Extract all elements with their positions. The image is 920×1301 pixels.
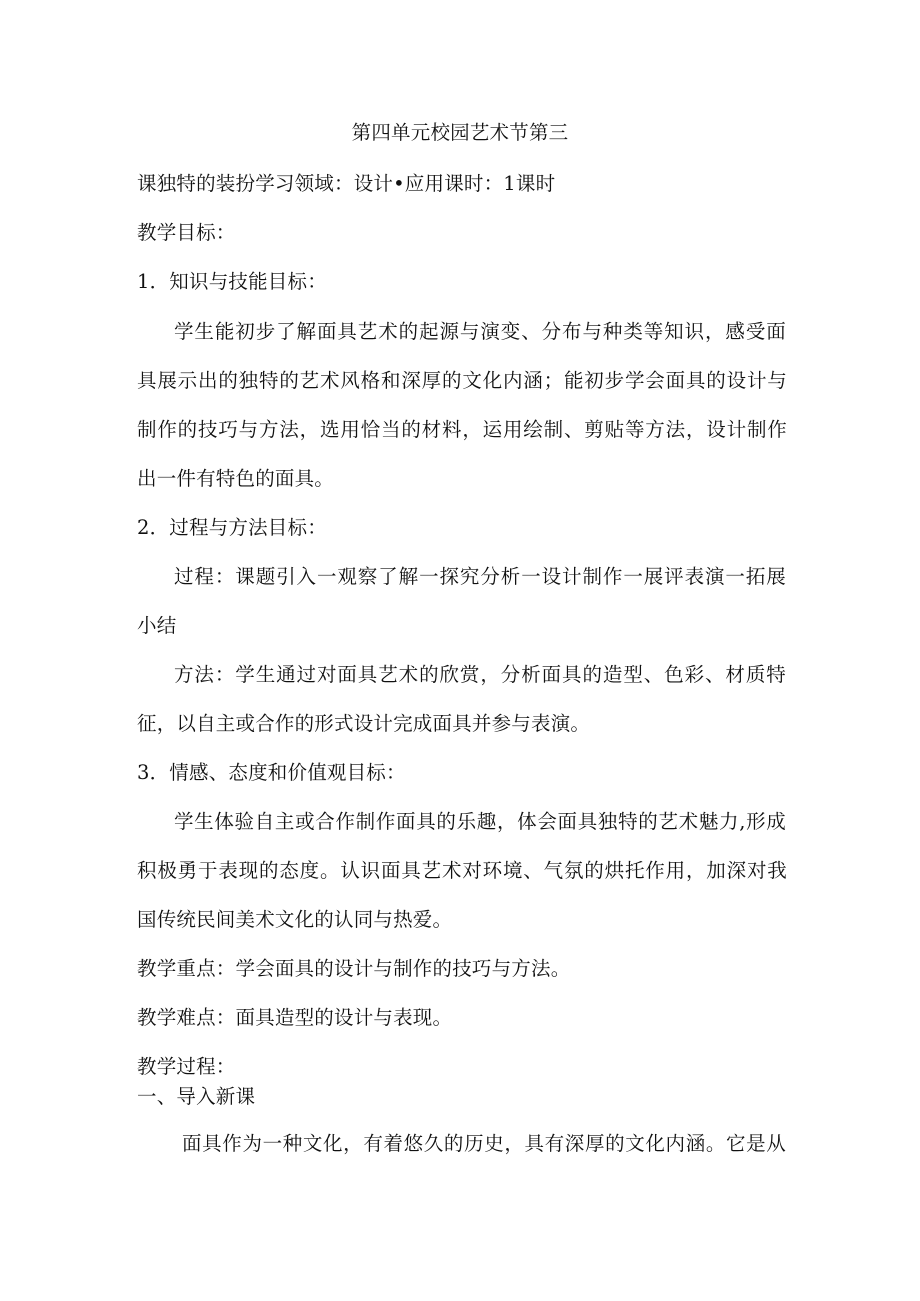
- goal3-paragraph-line: 学生体验自主或合作制作面具的乐趣，体会面具独特的艺术魅力,形成: [174, 810, 786, 833]
- goal2-method-line: 征，以自主或合作的形式设计完成面具并参与表演。: [137, 712, 591, 735]
- lesson-info: 课独特的装扮学习领域：设计•应用课时：1课时: [137, 172, 556, 195]
- difficult-point: 教学难点：面具造型的设计与表现。: [137, 1006, 453, 1029]
- section1-heading: 一、导入新课: [137, 1085, 256, 1108]
- section1-paragraph-line: 面具作为一种文化，有着悠久的历史，具有深厚的文化内涵。它是从: [182, 1132, 786, 1155]
- goal2-heading: 2．过程与方法目标：: [137, 516, 327, 539]
- goal2-process-line: 小结: [137, 614, 177, 637]
- goal1-paragraph-line: 出一件有特色的面具。: [137, 467, 335, 490]
- teaching-process-heading: 教学过程：: [137, 1055, 236, 1078]
- goal3-paragraph-line: 积极勇于表现的态度。认识面具艺术对环境、气氛的烘托作用，加深对我: [137, 859, 787, 882]
- goal1-heading: 1．知识与技能目标：: [137, 270, 327, 293]
- teaching-goals-heading: 教学目标：: [137, 221, 236, 244]
- goal3-paragraph-line: 国传统民间美术文化的认同与热爱。: [137, 908, 453, 931]
- goal1-paragraph-line: 制作的技巧与方法，选用恰当的材料，运用绘制、剪贴等方法，设计制作: [137, 418, 787, 441]
- goal3-heading: 3．情感、态度和价值观目标：: [137, 761, 406, 784]
- goal1-paragraph-line: 学生能初步了解面具艺术的起源与演变、分布与种类等知识，感受面: [174, 320, 786, 343]
- document-title: 第四单元校园艺术节第三: [351, 121, 569, 144]
- goal2-method-line: 方法：学生通过对面具艺术的欣赏，分析面具的造型、色彩、材质特: [174, 663, 786, 686]
- goal1-paragraph-line: 具展示出的独特的艺术风格和深厚的文化内涵；能初步学会面具的设计与: [137, 369, 787, 392]
- goal2-process-line: 过程：课题引入一观察了解一探究分析一设计制作一展评表演一拓展: [174, 565, 786, 588]
- key-point: 教学重点：学会面具的设计与制作的技巧与方法。: [137, 957, 571, 980]
